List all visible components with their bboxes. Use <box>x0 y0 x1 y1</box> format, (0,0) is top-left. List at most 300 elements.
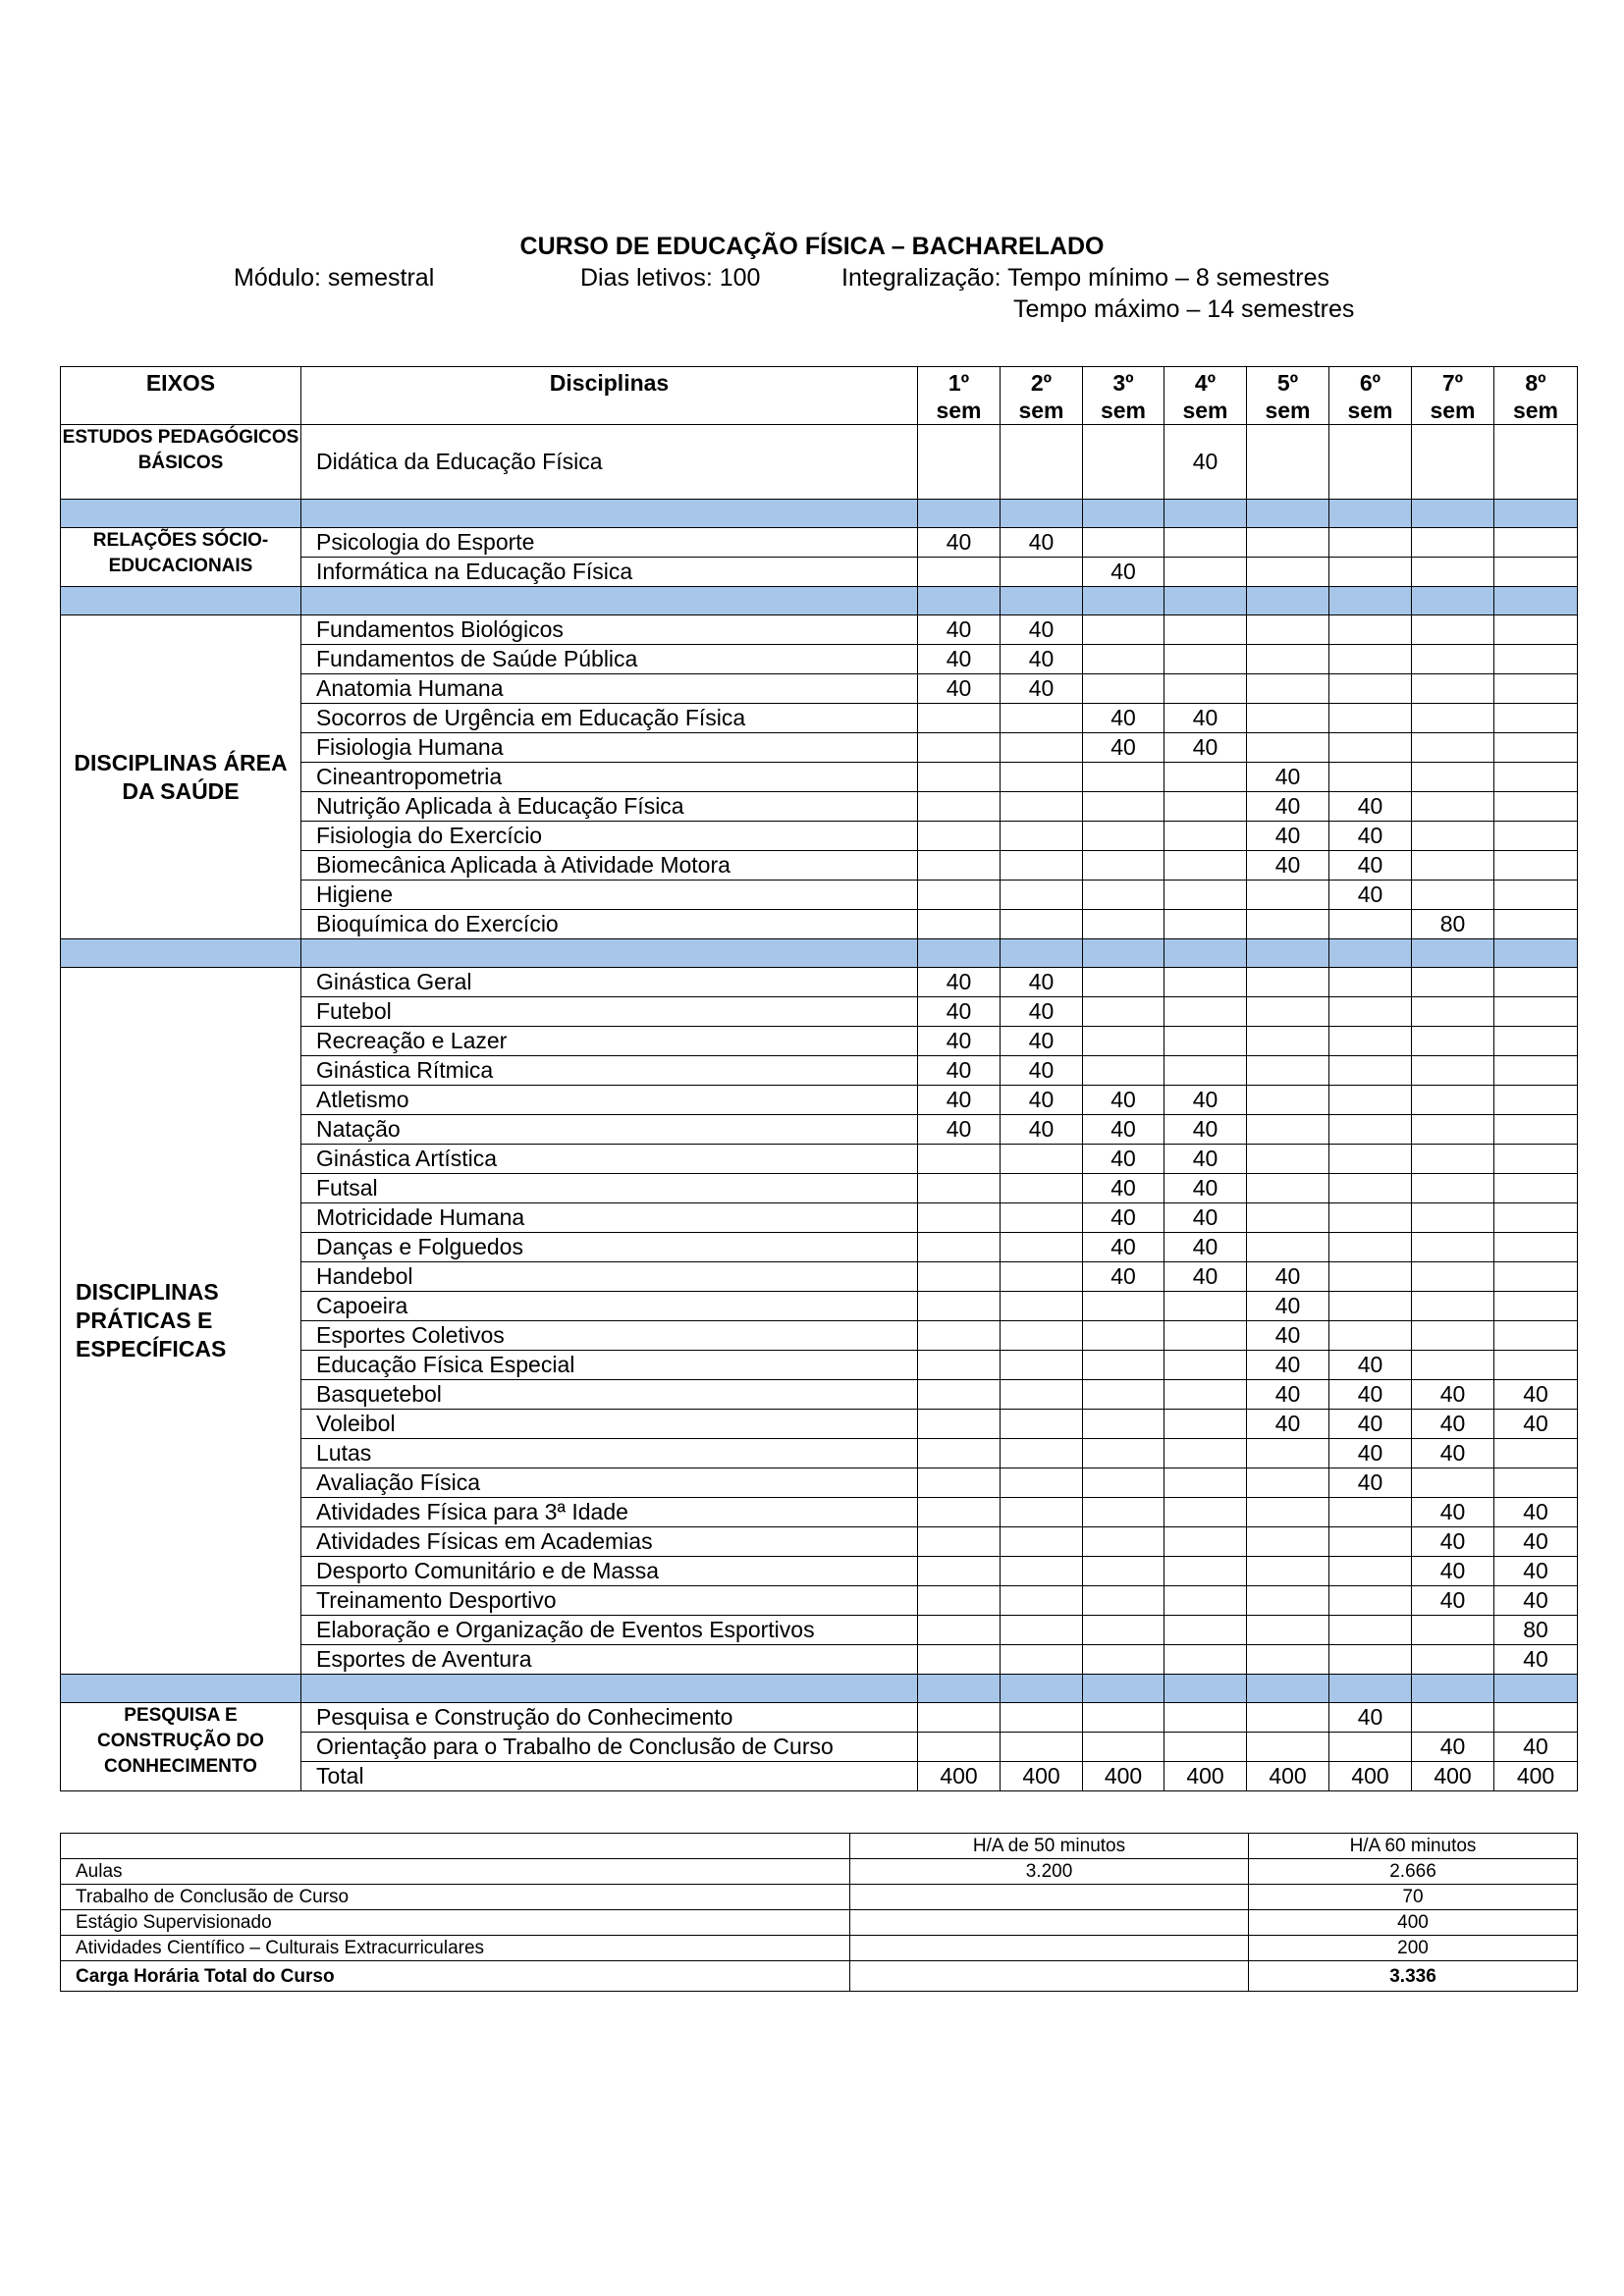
hours-cell <box>1494 1145 1578 1174</box>
discipline-name: Fisiologia do Exercício <box>301 822 918 851</box>
dias-letivos-text: Dias letivos: 100 <box>580 264 761 292</box>
hours-cell: 40 <box>1164 1262 1247 1292</box>
hours-cell: 40 <box>1001 1056 1083 1086</box>
hours-cell: 40 <box>1329 1439 1412 1468</box>
hours-cell <box>1247 1733 1329 1762</box>
separator-cell <box>918 587 1001 615</box>
hours-cell <box>918 704 1001 733</box>
separator-cell <box>1001 587 1083 615</box>
discipline-name: Bioquímica do Exercício <box>301 910 918 939</box>
hours-cell <box>1247 1203 1329 1233</box>
hours-cell <box>1494 763 1578 792</box>
hours-cell <box>1247 1086 1329 1115</box>
hours-cell <box>1494 1174 1578 1203</box>
hours-cell: 40 <box>1083 733 1164 763</box>
hours-cell <box>1164 1321 1247 1351</box>
hours-cell <box>1083 1703 1164 1733</box>
hours-cell <box>1001 1527 1083 1557</box>
hours-cell <box>1001 1233 1083 1262</box>
discipline-name: Socorros de Urgência em Educação Física <box>301 704 918 733</box>
separator-cell <box>918 1675 1001 1703</box>
hours-cell <box>1329 528 1412 558</box>
hours-cell <box>1164 1616 1247 1645</box>
hours-cell <box>1494 1115 1578 1145</box>
hours-cell <box>1329 1027 1412 1056</box>
total-hours-cell: 400 <box>918 1762 1001 1791</box>
hours-cell <box>1083 1733 1164 1762</box>
hours-cell <box>1494 1703 1578 1733</box>
hours-cell <box>1001 1351 1083 1380</box>
hours-cell <box>1001 1410 1083 1439</box>
summary-value-60: 200 <box>1249 1936 1578 1961</box>
hours-cell <box>1247 645 1329 674</box>
separator-cell <box>1247 587 1329 615</box>
separator-cell <box>1083 587 1164 615</box>
separator-cell <box>918 939 1001 968</box>
hours-cell <box>1412 851 1494 881</box>
summary-value-50 <box>850 1910 1249 1936</box>
summary-label: Trabalho de Conclusão de Curso <box>61 1885 850 1910</box>
hours-cell <box>918 851 1001 881</box>
hours-cell: 40 <box>1164 733 1247 763</box>
discipline-name: Esportes Coletivos <box>301 1321 918 1351</box>
hours-cell <box>1247 733 1329 763</box>
hours-cell <box>918 1380 1001 1410</box>
hours-cell: 40 <box>1329 792 1412 822</box>
hours-cell <box>1494 1292 1578 1321</box>
discipline-name: Atividades Físicas em Academias <box>301 1527 918 1557</box>
hours-cell <box>1083 822 1164 851</box>
separator-cell <box>1494 939 1578 968</box>
total-hours-cell: 400 <box>1164 1762 1247 1791</box>
hours-cell <box>1412 1115 1494 1145</box>
table-row <box>61 425 1578 500</box>
summary-row <box>61 1910 1578 1936</box>
hours-cell <box>1494 674 1578 704</box>
hours-cell <box>1412 645 1494 674</box>
separator-cell <box>301 939 918 968</box>
tempo-maximo-text: Tempo máximo – 14 semestres <box>1013 295 1355 323</box>
hours-cell <box>1001 1262 1083 1292</box>
summary-corner <box>61 1834 850 1859</box>
carga-label: Carga Horária Total do Curso <box>61 1961 850 1992</box>
hours-cell <box>1083 1557 1164 1586</box>
table-row <box>61 615 1578 645</box>
hours-cell <box>1001 425 1083 500</box>
hours-cell: 40 <box>1164 1203 1247 1233</box>
col-header-semester <box>918 367 1001 425</box>
hours-cell <box>1494 1056 1578 1086</box>
hours-cell: 40 <box>1247 851 1329 881</box>
hours-cell: 40 <box>1164 1115 1247 1145</box>
col-header-semester <box>1329 367 1412 425</box>
hours-cell <box>1083 792 1164 822</box>
separator-cell <box>61 939 301 968</box>
hours-cell <box>1412 704 1494 733</box>
hours-cell: 40 <box>918 528 1001 558</box>
semester-ordinal: 3º <box>1112 370 1134 396</box>
hours-cell: 40 <box>1329 1468 1412 1498</box>
separator-cell <box>1412 587 1494 615</box>
discipline-name: Ginástica Geral <box>301 968 918 997</box>
hours-cell: 40 <box>1083 1262 1164 1292</box>
separator-cell <box>1083 1675 1164 1703</box>
hours-cell: 40 <box>1247 792 1329 822</box>
discipline-name: Biomecânica Aplicada à Atividade Motora <box>301 851 918 881</box>
hours-cell <box>1494 1321 1578 1351</box>
group-separator-row <box>61 587 1578 615</box>
semester-ordinal: 4º <box>1194 370 1217 396</box>
hours-cell <box>1083 1321 1164 1351</box>
hours-cell: 40 <box>918 615 1001 645</box>
semester-ordinal: 6º <box>1359 370 1381 396</box>
hours-cell <box>1412 1086 1494 1115</box>
col-header-semester <box>1494 367 1578 425</box>
semester-unit: sem <box>1182 398 1228 423</box>
discipline-name: Treinamento Desportivo <box>301 1586 918 1616</box>
hours-cell <box>918 1203 1001 1233</box>
group-separator-row <box>61 939 1578 968</box>
hours-cell <box>1412 1145 1494 1174</box>
hours-cell: 40 <box>1083 1145 1164 1174</box>
hours-cell <box>1329 558 1412 587</box>
hours-cell <box>1247 968 1329 997</box>
hours-cell <box>1247 881 1329 910</box>
col-header-semester <box>1001 367 1083 425</box>
hours-cell <box>1412 1027 1494 1056</box>
table-row <box>61 1703 1578 1733</box>
hours-cell <box>1494 968 1578 997</box>
hours-cell <box>1083 615 1164 645</box>
separator-cell <box>1001 500 1083 528</box>
hours-cell: 80 <box>1412 910 1494 939</box>
separator-cell <box>1001 939 1083 968</box>
hours-cell <box>1329 763 1412 792</box>
hours-cell <box>1329 1056 1412 1086</box>
hours-cell: 40 <box>1329 822 1412 851</box>
hours-cell: 40 <box>1001 645 1083 674</box>
separator-cell <box>1329 939 1412 968</box>
hours-cell <box>1001 1174 1083 1203</box>
carga-value-60: 3.336 <box>1249 1961 1578 1992</box>
hours-cell <box>1247 1616 1329 1645</box>
hours-cell <box>1329 1174 1412 1203</box>
hours-cell <box>1001 1733 1083 1762</box>
hours-cell <box>1412 558 1494 587</box>
hours-cell <box>1494 645 1578 674</box>
hours-cell: 40 <box>918 1115 1001 1145</box>
total-hours-cell: 400 <box>1247 1762 1329 1791</box>
separator-cell <box>918 500 1001 528</box>
separator-cell <box>1494 500 1578 528</box>
separator-cell <box>1412 500 1494 528</box>
hours-cell <box>1164 1292 1247 1321</box>
hours-cell <box>1001 1468 1083 1498</box>
separator-cell <box>61 587 301 615</box>
hours-cell <box>1083 1616 1164 1645</box>
hours-cell <box>1083 763 1164 792</box>
total-hours-cell: 400 <box>1412 1762 1494 1791</box>
hours-cell: 40 <box>1247 1380 1329 1410</box>
hours-cell <box>1247 1233 1329 1262</box>
hours-cell <box>1001 1645 1083 1675</box>
discipline-name: Natação <box>301 1115 918 1145</box>
hours-cell <box>1494 528 1578 558</box>
hours-cell <box>1329 1321 1412 1351</box>
hours-cell <box>1412 1233 1494 1262</box>
summary-label: Estágio Supervisionado <box>61 1910 850 1936</box>
separator-cell <box>1329 1675 1412 1703</box>
hours-cell <box>1001 1439 1083 1468</box>
separator-cell <box>1412 1675 1494 1703</box>
hours-cell <box>1247 997 1329 1027</box>
hours-cell <box>1164 792 1247 822</box>
summary-row <box>61 1936 1578 1961</box>
hours-cell <box>918 1262 1001 1292</box>
hours-cell <box>1083 1586 1164 1616</box>
hours-cell <box>1494 1027 1578 1056</box>
hours-cell <box>1329 1233 1412 1262</box>
col-header-semester <box>1083 367 1164 425</box>
hours-cell: 40 <box>1083 1233 1164 1262</box>
discipline-name: Atividades Física para 3ª Idade <box>301 1498 918 1527</box>
hours-cell <box>1247 1439 1329 1468</box>
hours-cell <box>1329 1115 1412 1145</box>
hours-cell <box>1001 910 1083 939</box>
hours-cell <box>1001 851 1083 881</box>
hours-cell: 40 <box>1247 1292 1329 1321</box>
hours-cell <box>1412 1292 1494 1321</box>
summary-value-60: 70 <box>1249 1885 1578 1910</box>
hours-cell: 40 <box>918 1027 1001 1056</box>
integralizacao-text: Integralização: Tempo mínimo – 8 semestres <box>841 264 1329 292</box>
hours-cell: 40 <box>1083 1174 1164 1203</box>
hours-cell: 40 <box>918 968 1001 997</box>
hours-cell: 40 <box>1329 1410 1412 1439</box>
col-header-semester <box>1247 367 1329 425</box>
carga-value-50 <box>850 1961 1249 1992</box>
hours-cell: 40 <box>1083 704 1164 733</box>
hours-cell <box>1412 1351 1494 1380</box>
separator-cell <box>61 500 301 528</box>
hours-cell <box>918 1292 1001 1321</box>
hours-cell <box>1001 1292 1083 1321</box>
semester-unit: sem <box>936 398 982 423</box>
eixo-cell: DISCIPLINAS ÁREA DA SAÚDE <box>61 615 301 939</box>
hours-cell: 40 <box>1494 1733 1578 1762</box>
hours-cell <box>1164 1439 1247 1468</box>
hours-cell <box>1329 674 1412 704</box>
hours-cell <box>1494 1351 1578 1380</box>
hours-cell <box>1164 851 1247 881</box>
hours-cell <box>1329 1498 1412 1527</box>
hours-cell <box>1001 1321 1083 1351</box>
hours-cell <box>918 1145 1001 1174</box>
hours-cell <box>1412 674 1494 704</box>
summary-value-60: 400 <box>1249 1910 1578 1936</box>
hours-cell <box>1494 1203 1578 1233</box>
carga-total-row <box>61 1961 1578 1992</box>
hours-cell <box>1412 968 1494 997</box>
hours-cell <box>1412 792 1494 822</box>
discipline-name: Elaboração e Organização de Eventos Esportivos <box>301 1616 918 1645</box>
hours-cell: 40 <box>1001 997 1083 1027</box>
hours-cell: 40 <box>1247 1410 1329 1439</box>
hours-cell: 40 <box>1001 674 1083 704</box>
discipline-name: Nutrição Aplicada à Educação Física <box>301 792 918 822</box>
discipline-name: Psicologia do Esporte <box>301 528 918 558</box>
discipline-name: Danças e Folguedos <box>301 1233 918 1262</box>
hours-cell <box>1329 733 1412 763</box>
hours-cell <box>1164 1733 1247 1762</box>
discipline-name: Higiene <box>301 881 918 910</box>
semester-ordinal: 1º <box>947 370 970 396</box>
hours-cell <box>918 1439 1001 1468</box>
hours-cell <box>1001 1616 1083 1645</box>
hours-cell <box>1494 615 1578 645</box>
hours-cell: 40 <box>1412 1557 1494 1586</box>
hours-cell <box>1001 733 1083 763</box>
hours-cell <box>918 1616 1001 1645</box>
separator-cell <box>1329 500 1412 528</box>
discipline-name: Handebol <box>301 1262 918 1292</box>
hours-cell <box>1164 558 1247 587</box>
separator-cell <box>1247 500 1329 528</box>
separator-cell <box>301 500 918 528</box>
hours-cell <box>918 1645 1001 1675</box>
hours-cell: 40 <box>1001 528 1083 558</box>
hours-cell <box>1083 1468 1164 1498</box>
hours-cell <box>1494 704 1578 733</box>
hours-cell <box>1247 1027 1329 1056</box>
hours-cell: 40 <box>918 1086 1001 1115</box>
hours-cell <box>1247 528 1329 558</box>
hours-cell <box>918 733 1001 763</box>
hours-cell <box>1083 1292 1164 1321</box>
hours-cell <box>918 1733 1001 1762</box>
hours-cell: 40 <box>1329 1351 1412 1380</box>
hours-cell <box>1329 968 1412 997</box>
hours-cell <box>1329 1145 1412 1174</box>
hours-cell <box>1247 910 1329 939</box>
semester-unit: sem <box>1347 398 1393 423</box>
hours-cell: 40 <box>1412 1586 1494 1616</box>
hours-cell <box>1001 763 1083 792</box>
semester-ordinal: 8º <box>1525 370 1546 396</box>
discipline-name: Didática da Educação Física <box>301 425 918 500</box>
discipline-name: Desporto Comunitário e de Massa <box>301 1557 918 1586</box>
hours-cell <box>1083 968 1164 997</box>
semester-unit: sem <box>1018 398 1064 423</box>
table-row <box>61 968 1578 997</box>
hours-cell: 40 <box>1329 1703 1412 1733</box>
hours-cell <box>1001 822 1083 851</box>
eixo-cell: DISCIPLINAS PRÁTICAS E ESPECÍFICAS <box>61 968 301 1675</box>
hours-cell <box>1412 528 1494 558</box>
hours-cell <box>918 1498 1001 1527</box>
hours-cell: 40 <box>918 674 1001 704</box>
hours-cell: 40 <box>1001 615 1083 645</box>
col-header-semester <box>1412 367 1494 425</box>
discipline-name: Educação Física Especial <box>301 1351 918 1380</box>
summary-value-50 <box>850 1885 1249 1910</box>
separator-cell <box>1247 939 1329 968</box>
hours-cell <box>1083 1351 1164 1380</box>
hours-cell <box>1329 1616 1412 1645</box>
col-header-eixos: EIXOS <box>61 367 301 425</box>
hours-cell <box>1001 1145 1083 1174</box>
separator-cell <box>1412 939 1494 968</box>
discipline-name: Informática na Educação Física <box>301 558 918 587</box>
hours-cell <box>1412 763 1494 792</box>
hours-cell: 40 <box>918 1056 1001 1086</box>
hours-cell <box>1164 1645 1247 1675</box>
hours-cell <box>1494 1468 1578 1498</box>
col-header-disciplinas: Disciplinas <box>301 367 918 425</box>
hours-cell <box>1329 1086 1412 1115</box>
hours-cell <box>1083 1380 1164 1410</box>
separator-cell <box>301 587 918 615</box>
hours-cell <box>1329 1262 1412 1292</box>
modulo-text: Módulo: semestral <box>234 264 435 292</box>
hours-cell <box>1494 881 1578 910</box>
hours-cell <box>1247 1645 1329 1675</box>
hours-cell: 40 <box>1329 1380 1412 1410</box>
hours-cell <box>1164 1056 1247 1086</box>
eixo-cell: ESTUDOS PEDAGÓGICOS BÁSICOS <box>61 425 301 500</box>
hours-cell <box>1164 1586 1247 1616</box>
hours-cell <box>1001 558 1083 587</box>
discipline-name: Orientação para o Trabalho de Conclusão de Curso <box>301 1733 918 1762</box>
hours-cell: 40 <box>1164 1086 1247 1115</box>
table-header-row <box>61 367 1578 425</box>
separator-cell <box>1164 1675 1247 1703</box>
hours-cell <box>1247 1703 1329 1733</box>
hours-cell <box>1001 1203 1083 1233</box>
hours-cell <box>1329 1586 1412 1616</box>
hours-cell <box>1247 1498 1329 1527</box>
hours-cell: 40 <box>1494 1645 1578 1675</box>
hours-cell <box>1329 615 1412 645</box>
hours-cell <box>1001 1557 1083 1586</box>
hours-cell <box>1412 1468 1494 1498</box>
hours-cell <box>1412 1321 1494 1351</box>
hours-cell <box>1412 1703 1494 1733</box>
hours-cell: 40 <box>1412 1410 1494 1439</box>
hours-cell: 40 <box>1001 1086 1083 1115</box>
hours-cell: 40 <box>1001 1027 1083 1056</box>
hours-cell <box>1164 1498 1247 1527</box>
hours-cell <box>1083 997 1164 1027</box>
discipline-name: Avaliação Física <box>301 1468 918 1498</box>
hours-cell <box>1329 1557 1412 1586</box>
hours-cell <box>918 822 1001 851</box>
eixo-cell: PESQUISA E CONSTRUÇÃO DO CONHECIMENTO <box>61 1703 301 1791</box>
hours-cell <box>1412 1262 1494 1292</box>
hours-cell <box>1164 674 1247 704</box>
hours-cell <box>1247 425 1329 500</box>
hours-cell <box>1083 881 1164 910</box>
hours-cell <box>1164 997 1247 1027</box>
hours-cell: 40 <box>1494 1527 1578 1557</box>
hours-cell <box>1412 1645 1494 1675</box>
hours-cell: 40 <box>1083 1203 1164 1233</box>
hours-cell: 40 <box>1164 425 1247 500</box>
hours-cell: 40 <box>1412 1733 1494 1762</box>
summary-value-50: 3.200 <box>850 1859 1249 1885</box>
hours-cell <box>1494 822 1578 851</box>
discipline-name: Lutas <box>301 1439 918 1468</box>
